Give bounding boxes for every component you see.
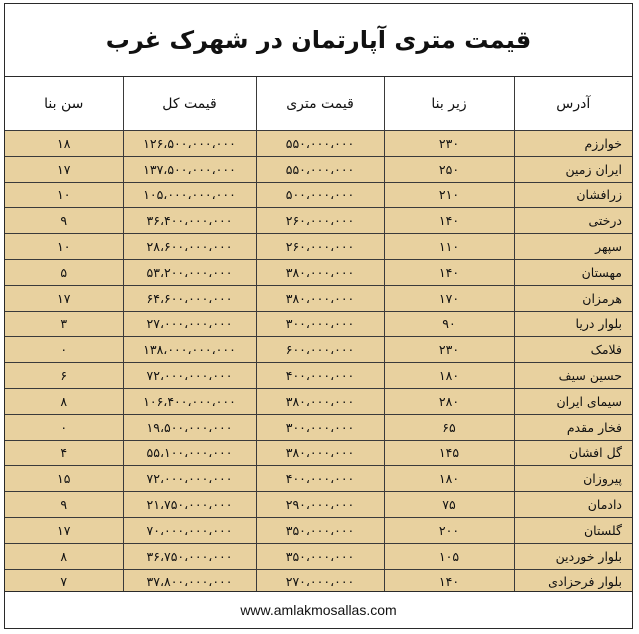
cell-unit-price: ۵۵۰،۰۰۰،۰۰۰ (256, 131, 384, 157)
cell-total-price: ۲۸،۶۰۰،۰۰۰،۰۰۰ (123, 234, 256, 260)
cell-address: بلوار خوردین (514, 543, 632, 569)
cell-area: ۲۰۰ (384, 517, 514, 543)
cell-unit-price: ۶۰۰،۰۰۰،۰۰۰ (256, 337, 384, 363)
cell-total-price: ۱۰۶،۴۰۰،۰۰۰،۰۰۰ (123, 388, 256, 414)
cell-building-age: ۶ (5, 363, 123, 389)
table-row (5, 311, 632, 337)
cell-unit-price: ۳۸۰،۰۰۰،۰۰۰ (256, 388, 384, 414)
cell-address: بلوار دریا (514, 311, 632, 337)
cell-total-price: ۵۳،۲۰۰،۰۰۰،۰۰۰ (123, 259, 256, 285)
cell-address: بلوار فرحزادی (514, 569, 632, 595)
cell-total-price: ۷۲،۰۰۰،۰۰۰،۰۰۰ (123, 466, 256, 492)
table-row (5, 337, 632, 363)
cell-area: ۷۵ (384, 492, 514, 518)
column-header-building-age: سن بنا (5, 77, 123, 131)
cell-building-age: ۹ (5, 208, 123, 234)
table-row (5, 131, 632, 157)
cell-address: درختی (514, 208, 632, 234)
table-title: قیمت متری آپارتمان در شهرک غرب (5, 4, 632, 77)
cell-unit-price: ۵۰۰،۰۰۰،۰۰۰ (256, 182, 384, 208)
cell-address: خوارزم (514, 131, 632, 157)
cell-building-age: ۱۷ (5, 285, 123, 311)
website-footer: www.amlakmosallas.com (5, 591, 632, 628)
table-row (5, 388, 632, 414)
cell-address: دادمان (514, 492, 632, 518)
cell-unit-price: ۲۶۰،۰۰۰،۰۰۰ (256, 208, 384, 234)
table-row (5, 208, 632, 234)
cell-area: ۱۱۰ (384, 234, 514, 260)
cell-unit-price: ۳۸۰،۰۰۰،۰۰۰ (256, 440, 384, 466)
cell-total-price: ۱۳۸،۰۰۰،۰۰۰،۰۰۰ (123, 337, 256, 363)
cell-area: ۱۴۰ (384, 208, 514, 234)
cell-total-price: ۱۰۵،۰۰۰،۰۰۰،۰۰۰ (123, 182, 256, 208)
cell-unit-price: ۳۸۰،۰۰۰،۰۰۰ (256, 259, 384, 285)
table-row (5, 156, 632, 182)
cell-address: ایران زمین (514, 156, 632, 182)
cell-area: ۱۴۰ (384, 259, 514, 285)
cell-area: ۲۱۰ (384, 182, 514, 208)
table-row (5, 414, 632, 440)
cell-area: ۲۸۰ (384, 388, 514, 414)
cell-address: هرمزان (514, 285, 632, 311)
cell-building-age: ۱۸ (5, 131, 123, 157)
cell-total-price: ۶۴،۶۰۰،۰۰۰،۰۰۰ (123, 285, 256, 311)
cell-area: ۲۳۰ (384, 131, 514, 157)
cell-address: سیمای ایران (514, 388, 632, 414)
table-row (5, 285, 632, 311)
cell-unit-price: ۳۸۰،۰۰۰،۰۰۰ (256, 285, 384, 311)
cell-address: گلستان (514, 517, 632, 543)
table-row (5, 543, 632, 569)
cell-building-age: ۱۷ (5, 156, 123, 182)
cell-address: زرافشان (514, 182, 632, 208)
cell-unit-price: ۴۰۰،۰۰۰،۰۰۰ (256, 466, 384, 492)
cell-total-price: ۲۷،۰۰۰،۰۰۰،۰۰۰ (123, 311, 256, 337)
cell-unit-price: ۳۵۰،۰۰۰،۰۰۰ (256, 517, 384, 543)
column-header-area: زیر بنا (384, 77, 514, 131)
cell-building-age: ۱۷ (5, 517, 123, 543)
price-table-card (4, 3, 633, 629)
cell-building-age: ۳ (5, 311, 123, 337)
cell-area: ۱۴۰ (384, 569, 514, 595)
header-row (5, 77, 632, 131)
cell-area: ۹۰ (384, 311, 514, 337)
table-row (5, 363, 632, 389)
cell-total-price: ۷۰،۰۰۰،۰۰۰،۰۰۰ (123, 517, 256, 543)
cell-building-age: ۸ (5, 543, 123, 569)
cell-area: ۲۳۰ (384, 337, 514, 363)
cell-area: ۶۵ (384, 414, 514, 440)
cell-total-price: ۲۱،۷۵۰،۰۰۰،۰۰۰ (123, 492, 256, 518)
cell-unit-price: ۳۰۰،۰۰۰،۰۰۰ (256, 311, 384, 337)
cell-area: ۱۴۵ (384, 440, 514, 466)
cell-area: ۲۵۰ (384, 156, 514, 182)
cell-total-price: ۱۹،۵۰۰،۰۰۰،۰۰۰ (123, 414, 256, 440)
cell-unit-price: ۴۰۰،۰۰۰،۰۰۰ (256, 363, 384, 389)
table-row (5, 234, 632, 260)
cell-building-age: ۰ (5, 414, 123, 440)
column-header-total-price: قیمت کل (123, 77, 256, 131)
cell-address: فخار مقدم (514, 414, 632, 440)
table-row (5, 259, 632, 285)
column-header-address: آدرس (514, 77, 632, 131)
cell-total-price: ۳۶،۷۵۰،۰۰۰،۰۰۰ (123, 543, 256, 569)
cell-unit-price: ۳۵۰،۰۰۰،۰۰۰ (256, 543, 384, 569)
cell-unit-price: ۲۶۰،۰۰۰،۰۰۰ (256, 234, 384, 260)
cell-unit-price: ۵۵۰،۰۰۰،۰۰۰ (256, 156, 384, 182)
cell-total-price: ۷۲،۰۰۰،۰۰۰،۰۰۰ (123, 363, 256, 389)
cell-building-age: ۹ (5, 492, 123, 518)
cell-address: مهستان (514, 259, 632, 285)
table-row (5, 440, 632, 466)
cell-total-price: ۳۶،۴۰۰،۰۰۰،۰۰۰ (123, 208, 256, 234)
cell-building-age: ۵ (5, 259, 123, 285)
cell-area: ۱۷۰ (384, 285, 514, 311)
column-header-unit-price: قیمت متری (256, 77, 384, 131)
cell-address: حسین سیف (514, 363, 632, 389)
table-row (5, 182, 632, 208)
cell-address: سپهر (514, 234, 632, 260)
cell-area: ۱۰۵ (384, 543, 514, 569)
table-row (5, 492, 632, 518)
cell-building-age: ۷ (5, 569, 123, 595)
cell-total-price: ۳۷،۸۰۰،۰۰۰،۰۰۰ (123, 569, 256, 595)
cell-area: ۱۸۰ (384, 466, 514, 492)
cell-building-age: ۸ (5, 388, 123, 414)
cell-area: ۱۸۰ (384, 363, 514, 389)
cell-address: گل افشان (514, 440, 632, 466)
cell-unit-price: ۲۷۰،۰۰۰،۰۰۰ (256, 569, 384, 595)
cell-total-price: ۵۵،۱۰۰،۰۰۰،۰۰۰ (123, 440, 256, 466)
price-table (5, 77, 632, 595)
cell-unit-price: ۲۹۰،۰۰۰،۰۰۰ (256, 492, 384, 518)
cell-building-age: ۱۰ (5, 234, 123, 260)
table-row (5, 466, 632, 492)
cell-total-price: ۱۲۶،۵۰۰،۰۰۰،۰۰۰ (123, 131, 256, 157)
table-body (5, 131, 632, 595)
cell-building-age: ۱۰ (5, 182, 123, 208)
cell-building-age: ۴ (5, 440, 123, 466)
cell-address: پیروزان (514, 466, 632, 492)
cell-building-age: ۰ (5, 337, 123, 363)
table-row (5, 517, 632, 543)
cell-address: فلامک (514, 337, 632, 363)
cell-total-price: ۱۳۷،۵۰۰،۰۰۰،۰۰۰ (123, 156, 256, 182)
cell-building-age: ۱۵ (5, 466, 123, 492)
cell-unit-price: ۳۰۰،۰۰۰،۰۰۰ (256, 414, 384, 440)
